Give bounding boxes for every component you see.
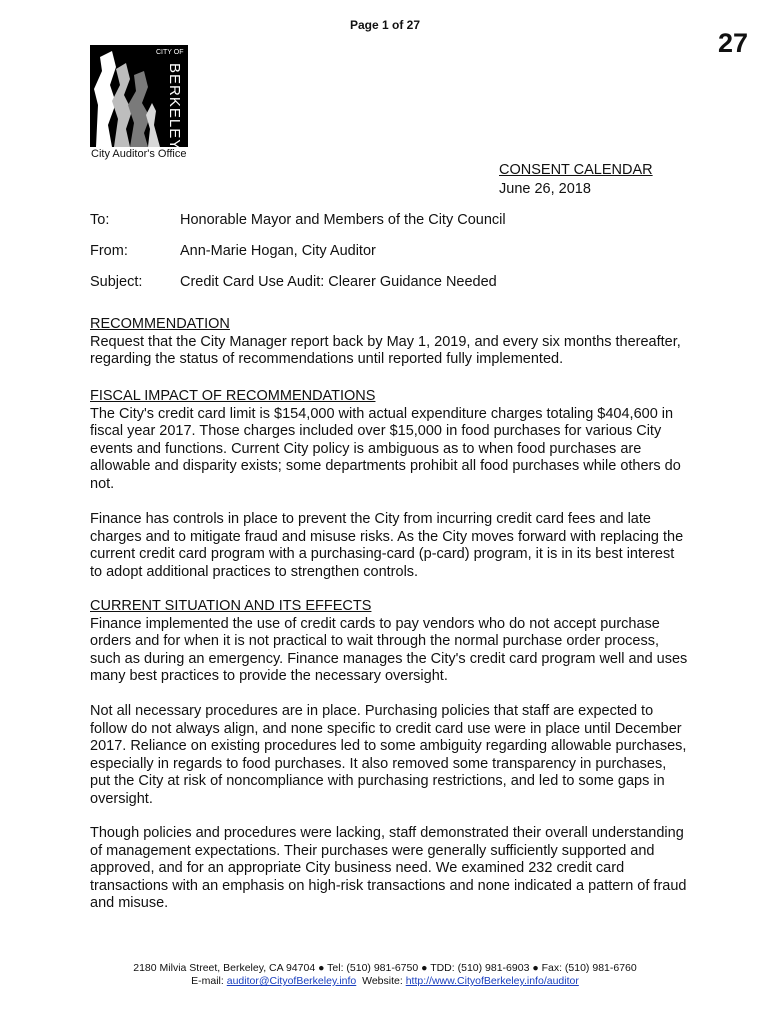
website-label: Website: <box>362 975 403 987</box>
from-label: From: <box>90 243 128 259</box>
memo-subject-row <box>90 274 497 290</box>
page-label: Page 1 of 27 <box>349 18 421 32</box>
to-label: To: <box>90 212 110 228</box>
fiscal-section <box>90 388 690 493</box>
fiscal-paragraph-2: Finance has controls in place to prevent the City from incurring credit card fees and late charges and to mitigate fraud and misuse risks. As the City moves forward with replacing the current credit card program with a purchasing-card (p-card) program, it is in its best interest to adopt additional practices to strengthen controls. <box>90 511 684 580</box>
calendar-block <box>499 161 653 199</box>
email-link[interactable]: auditor@CityofBerkeley.info <box>226 975 357 987</box>
city-of-berkeley-logo <box>90 45 188 147</box>
agenda-item-number: 27 <box>717 28 748 58</box>
calendar-type: CONSENT CALENDAR <box>499 162 653 178</box>
current-paragraph-3: Though policies and procedures were lacking, staff demonstrated their overall understanding of management expectations. Their purchases were generally sufficiently supported and approved, and for an appropriate City business need. We examined 232 credit card transactions with an emphasis on high-risk transactions and none indicated a pattern of fraud and misuse. <box>90 825 687 911</box>
page-footer <box>0 962 770 988</box>
recommendation-section <box>90 316 690 369</box>
to-value: Honorable Mayor and Members of the City Council <box>180 212 506 228</box>
current-section <box>90 598 690 686</box>
recommendation-heading: RECOMMENDATION <box>90 316 230 332</box>
memo-from-row <box>90 243 376 259</box>
footer-address: 2180 Milvia Street, Berkeley, CA 94704 ● Tel: (510) 981-6750 ● TDD: (510) 981-6903 ● Fax: (510) 981-6760 <box>133 962 637 974</box>
website-link[interactable]: http://www.CityofBerkeley.info/auditor <box>405 975 579 987</box>
footer-contact <box>0 975 770 988</box>
email-label: E-mail: <box>191 975 224 987</box>
office-name: City Auditor's Office <box>91 148 187 160</box>
fiscal-heading: FISCAL IMPACT OF RECOMMENDATIONS <box>90 388 376 404</box>
current-paragraph-1: Finance implemented the use of credit cards to pay vendors who do not accept purchase orders and for when it is not practical to wait through the normal purchase order process, such as during an emergency. Finance manages the City's credit card program well and uses many best practices to provide the necessary oversight. <box>90 615 688 684</box>
logo-berkeley-text: BERKELEY <box>166 63 183 147</box>
logo-city-of-text: CITY OF <box>156 49 184 56</box>
subject-label: Subject: <box>90 274 143 290</box>
current-paragraph-2: Not all necessary procedures are in place. Purchasing policies that staff are expected to follow do not always align, and none specific to credit card use were in place until December 2017. Reliance on existing procedures led to some ambiguity regarding allowable purchases, especially in regards to food purchases. It also removed some transparency in purchases, put the City at risk of noncompliance with purchasing restrictions, and led to some gaps in oversight. <box>90 703 687 807</box>
fiscal-paragraph-1: The City's credit card limit is $154,000 with actual expenditure charges totaling $404,600 in fiscal year 2017. Those charges included over $15,000 in food purchases for various City events and functions. Current City policy is ambiguous as to when food purchases are allowable and disparity exists; some departments prohibit all food purchases while others do not. <box>90 405 681 492</box>
memo-to-row <box>90 212 506 228</box>
subject-value: Credit Card Use Audit: Clearer Guidance Needed <box>180 274 497 290</box>
from-value: Ann-Marie Hogan, City Auditor <box>180 243 376 259</box>
calendar-date: June 26, 2018 <box>499 181 591 197</box>
recommendation-text: Request that the City Manager report back by May 1, 2019, and every six months thereafter, regarding the status of recommendations until reported fully implemented. <box>90 333 681 367</box>
current-heading: CURRENT SITUATION AND ITS EFFECTS <box>90 598 372 614</box>
